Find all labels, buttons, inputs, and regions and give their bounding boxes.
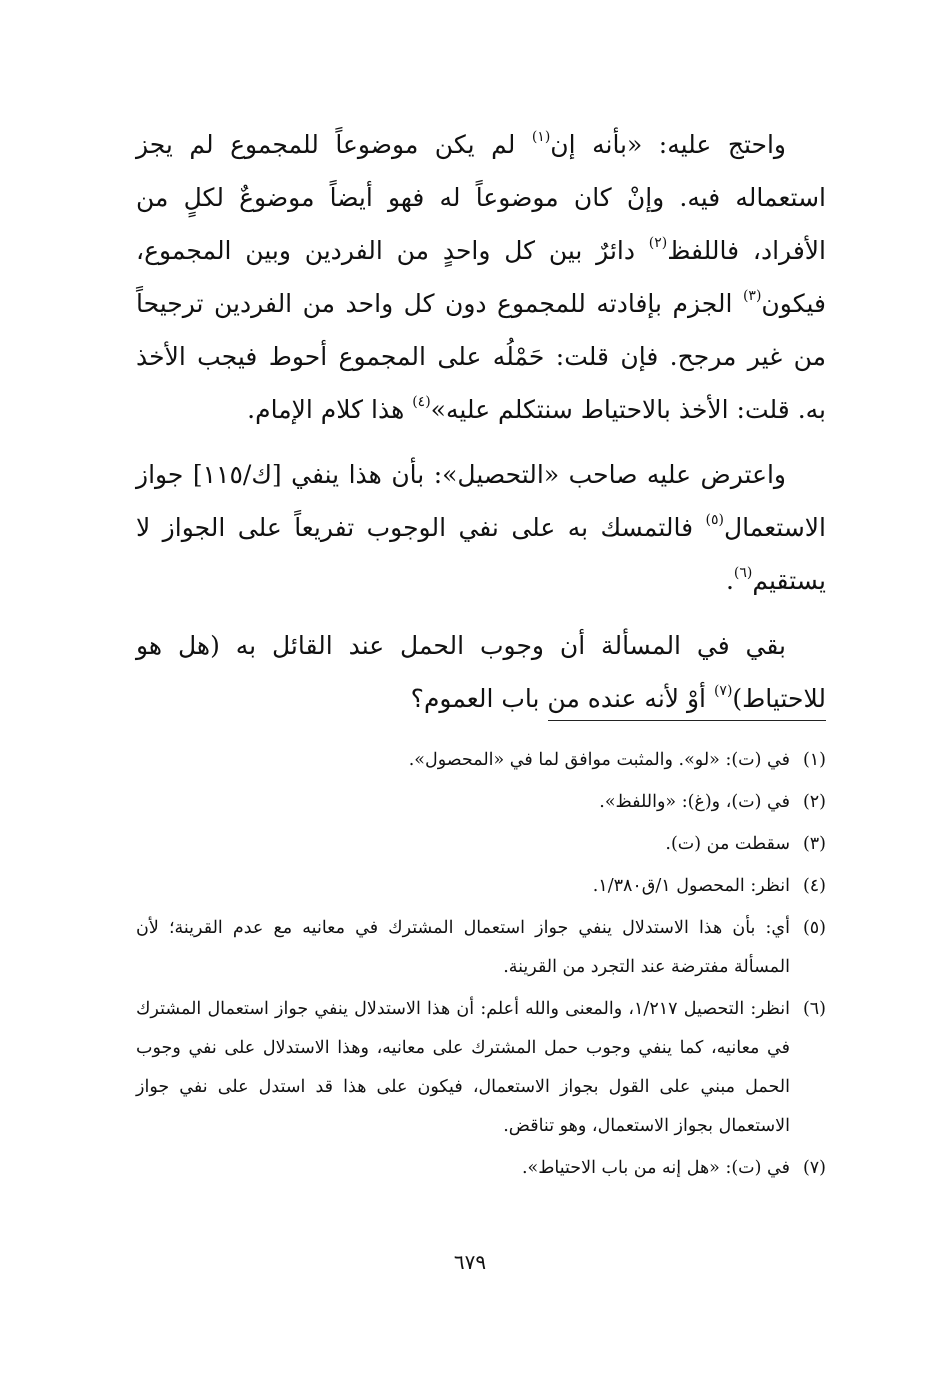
text-segment: لم يكن موضوعاً للمجموع لم يجز استعماله فيه. وإنْ كان موضوعاً له فهو أيضاً موضوعٌ لكلٍ من الأفراد، فاللفظ (136, 130, 826, 265)
footnotes (136, 741, 826, 1191)
footnote-separator (548, 720, 826, 721)
footnote-number: (١) (802, 750, 826, 770)
main-text (136, 118, 826, 737)
footnote-number: (٦) (802, 999, 826, 1019)
footnote-ref: (٦) (733, 565, 753, 581)
footnote-text: انظر: التحصيل ١/٢١٧، والمعنى والله أعلم: أن هذا الاستدلال ينفي جواز استعمال المشترك في معانيه، كما ينفي وجوب حمل المشترك على معانيه، وهذا الاستدلال على نفي وجوب الحمل مبني على القول بجواز الاستعمال، فيكون على هذا قد استدل على نفي جواز الاستعمال بجواز الاستعمال، وهو تناقض. (136, 999, 790, 1136)
footnote-ref: (٤) (412, 394, 431, 410)
footnote-number: (٥) (802, 918, 826, 938)
footnote-text: سقطت من (ت). (665, 834, 790, 854)
text-segment: بقي في المسألة أن وجوب الحمل عند القائل به (هل هو للاحتياط) (136, 631, 826, 713)
text-segment: فالتمسك به على نفي الوجوب تفريعاً على الجواز لا يستقيم (136, 513, 826, 595)
text-segment: دائرٌ بين كل واحدٍ من الفردين وبين المجموع، فيكون (136, 236, 826, 318)
footnote-4 (136, 867, 826, 906)
footnote-number: (٢) (802, 792, 826, 812)
footnote-text: أي: بأن هذا الاستدلال ينفي جواز استعمال المشترك في معانيه مع عدم القرينة؛ لأن المسألة مفترضة عند التجرد من القرينة. (136, 918, 790, 977)
footnote-2 (136, 783, 826, 822)
footnote-text: في (ت): «هل إنه من باب الاحتياط». (521, 1158, 790, 1178)
page-number: ٦٧٩ (453, 1250, 487, 1274)
footnote-5 (136, 909, 826, 987)
footnote-text: في (ت): «لو». والمثبت موافق لما في «المحصول». (408, 750, 790, 770)
footnote-number: (٣) (802, 834, 826, 854)
footnote-ref: (٥) (705, 512, 724, 528)
footnote-text: في (ت)، و(غ): «واللفظ». (599, 792, 790, 812)
footnote-7 (136, 1149, 826, 1188)
paragraph-3 (136, 619, 826, 725)
footnote-number: (٧) (802, 1158, 826, 1178)
text-segment: الجزم بإفادته للمجموع دون كل واحد من الفردين ترجيحاً من غير مرجح. فإن قلت: حَمْلُه على المجموع أحوط فيجب الأخذ به. قلت: الأخذ بالاحتياط سنتكلم عليه» (136, 289, 826, 424)
text-segment: هذا كلام الإمام. (247, 395, 413, 424)
footnote-text: انظر: المحصول ١/ق١/٣٨٠. (592, 876, 790, 896)
paragraph-1 (136, 118, 826, 436)
text-segment: واعترض عليه صاحب «التحصيل»: بأن هذا ينفي [ك/١١٥] جواز الاستعمال (136, 460, 826, 542)
footnote-1 (136, 741, 826, 780)
footnote-6 (136, 990, 826, 1146)
text-segment: . (725, 566, 734, 595)
footnote-ref: (١) (531, 129, 551, 145)
footnote-ref: (٢) (648, 235, 668, 251)
footnote-3 (136, 825, 826, 864)
footnote-ref: (٣) (742, 288, 762, 304)
text-segment: أوْ لأنه عنده من باب العموم؟ (410, 684, 714, 713)
footnote-ref: (٧) (713, 683, 733, 699)
footnote-number: (٤) (802, 876, 826, 896)
text-segment: واحتج عليه: «بأنه إن (550, 130, 786, 159)
paragraph-2 (136, 448, 826, 607)
